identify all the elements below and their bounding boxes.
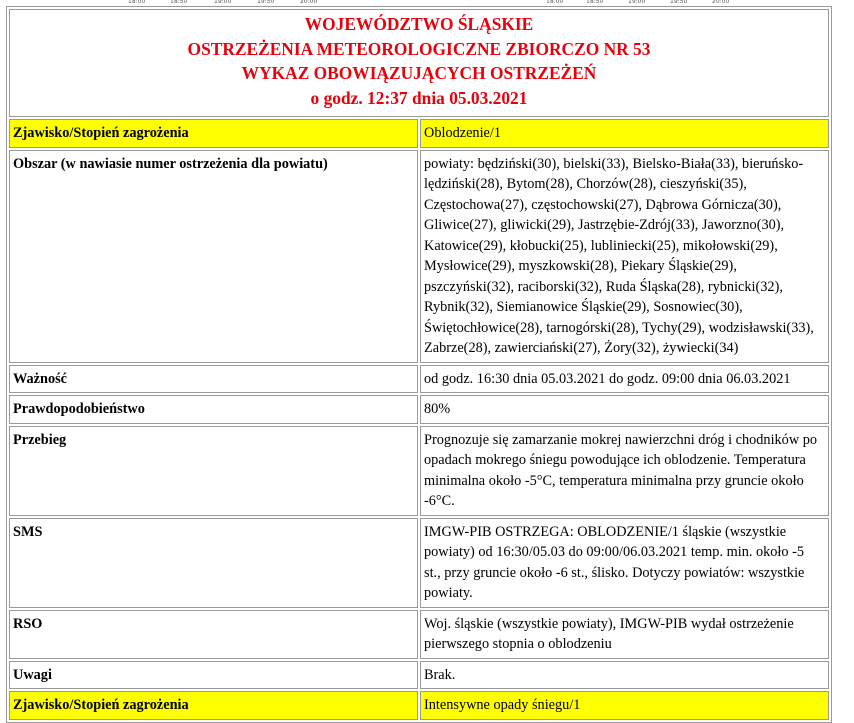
probability-label: Prawdopodobieństwo [9,395,418,424]
rso-label: RSO [9,610,418,659]
probability-value: 80% [420,395,829,424]
rso-value: Woj. śląskie (wszystkie powiaty), IMGW-PIB wydał ostrzeżenie pierwszego stopnia o oblodzeniu [420,610,829,659]
course-value: Prognozuje się zamarzanie mokrej nawierzchni dróg i chodników po opadach mokrego śniegu powodujące ich oblodzenie. Temperatura minimalna około -5°C, temperatura minimalna przy gruncie około -6°C. [420,426,829,516]
ruler-label: 20:00 [712,0,730,5]
rso-row [9,610,829,659]
ruler-label: 20:00 [300,0,318,5]
header-bulletin-title: OSTRZEŻENIA METEOROLOGICZNE ZBIORCZO NR 53 [187,38,651,59]
sms-label: SMS [9,518,418,608]
header-row [9,9,829,117]
validity-label: Ważność [9,365,418,394]
ruler-label: 18:00 [546,0,564,5]
phenomenon-value: Oblodzenie/1 [420,119,829,148]
ruler-label: 18:00 [128,0,146,5]
ruler-label: 18:50 [586,0,604,5]
course-label: Przebieg [9,426,418,516]
warnings-table [6,6,832,723]
ruler-label: 18:50 [170,0,188,5]
probability-row [9,395,829,424]
remarks-row [9,661,829,690]
document-header [9,9,829,117]
area-row [9,150,829,363]
header-list-title: WYKAZ OBOWIĄZUJĄCYCH OSTRZEŻEŃ [241,63,597,83]
remarks-label: Uwagi [9,661,418,690]
header-timestamp: o godz. 12:37 dnia 05.03.2021 [310,87,528,108]
sms-row [9,518,829,608]
phenomenon2-label: Zjawisko/Stopień zagrożenia [9,691,418,720]
remarks-value: Brak. [420,661,829,690]
ruler-label: 19:50 [257,0,275,5]
sms-value: IMGW-PIB OSTRZEGA: OBLODZENIE/1 śląskie (wszystkie powiaty) od 16:30/05.03 do 09:00/06.03.2021 temp. min. około -5 st., przy gruncie około -6 st., ślisko. Dotyczy powiatów: wszystkie powiaty. [420,518,829,608]
area-label: Obszar (w nawiasie numer ostrzeżenia dla powiatu) [9,150,418,363]
phenomenon-label: Zjawisko/Stopień zagrożenia [9,119,418,148]
ruler-label: 19:00 [628,0,646,5]
header-region: WOJEWÓDZTWO ŚLĄSKIE [304,14,534,34]
ruler-label: 19:50 [670,0,688,5]
phenomenon2-row [9,691,829,720]
validity-value: od godz. 16:30 dnia 05.03.2021 do godz. 09:00 dnia 06.03.2021 [420,365,829,394]
course-row [9,426,829,516]
area-value: powiaty: będziński(30), bielski(33), Bielsko-Biała(33), bieruńsko-lędziński(28), Bytom(28), Chorzów(28), cieszyński(35), Częstochowa(27), częstochowski(27), Dąbrowa Górnicza(30), Gliwice(27), gliwicki(29), Jastrzębie-Zdrój(33), Jaworzno(30), Katowice(29), kłobucki(25), lubliniecki(25), mikołowski(29), Mysłowice(29), myszkowski(28), Piekary Śląskie(29), pszczyński(32), raciborski(32), Ruda Śląska(28), rybnicki(32), Rybnik(32), Siemianowice Śląskie(29), Sosnowiec(30), Świętochłowice(28), tarnogórski(28), Tychy(29), wodzisławski(33), Zabrze(28), zawierciański(27), Żory(32), żywiecki(34) [420,150,829,363]
validity-row [9,365,829,394]
phenomenon-row [9,119,829,148]
phenomenon2-value: Intensywne opady śniegu/1 [420,691,829,720]
ruler-label: 19:00 [214,0,232,5]
